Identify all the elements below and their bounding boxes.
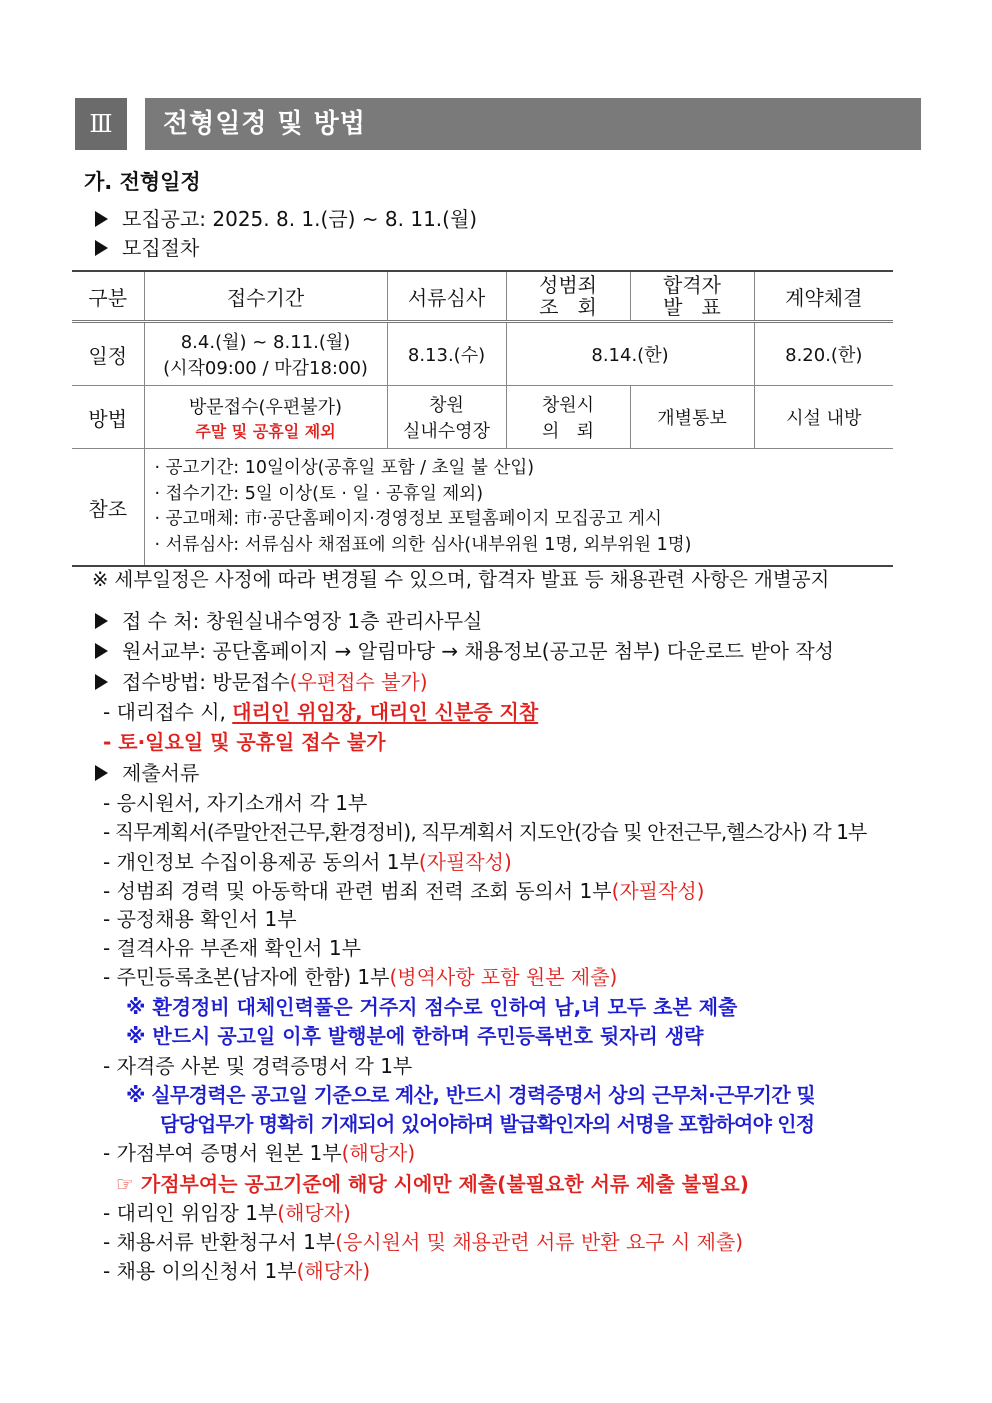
procedure-label: 모집절차 — [122, 236, 200, 260]
reference-note: · 공고매체: 市·공단홈페이지·경영정보 포털홈페이지 모집공고 게시 — [154, 509, 662, 529]
triangle-bullet-icon — [95, 765, 108, 781]
header-document: 서류심사 — [387, 271, 506, 322]
method-crime — [506, 386, 630, 449]
document-note: (해당자) — [296, 1259, 371, 1283]
document-subnote: ※ 환경정비 대체인력풀은 거주지 점수로 인하여 남,녀 모두 초본 제출 — [126, 995, 738, 1019]
documents-line — [95, 759, 199, 787]
document-item: - 직무계획서(주말안전근무,환경정비), 직무계획서 지도안(강습 및 안전근무,헬스강사) 각 1부 — [103, 820, 867, 844]
method-document — [387, 386, 506, 449]
section-title: 전형일정 및 방법 — [145, 98, 921, 150]
header-pass-line1: 합격자 — [663, 273, 721, 297]
reference-note: · 서류심사: 서류심사 채점표에 의한 심사(내부위원 1명, 외부위원 1명) — [154, 534, 692, 555]
document-note: (자필작성) — [418, 850, 512, 874]
table-row-method — [72, 386, 893, 449]
method-receipt — [144, 386, 387, 449]
document-text: - 성범죄 경력 및 아동학대 관련 범죄 전력 조회 동의서 1부 — [103, 879, 612, 903]
document-note: (해당자) — [341, 1141, 416, 1165]
document-text: - 주민등록초본(남자에 한함) 1부 — [103, 965, 390, 989]
recruit-notice: 모집공고: 2025. 8. 1.(금) ~ 8. 11.(월) — [122, 207, 478, 231]
schedule-document: 8.13.(수) — [387, 322, 506, 386]
document-item — [103, 848, 512, 876]
proxy-requirement: 대리인 위임장, 대리인 신분증 지참 — [232, 700, 539, 724]
schedule-table — [72, 270, 893, 567]
method-receipt-line1: 방문접수(우편불가) — [188, 396, 343, 418]
method-pass: 개별통보 — [630, 386, 754, 449]
section-number: Ⅲ — [75, 98, 127, 150]
receipt-place: 접 수 처: 창원실내수영장 1층 관리사무실 — [122, 609, 483, 633]
form-distribution: 원서교부: 공단홈페이지 → 알림마당 → 채용정보(공고문 첨부) 다운로드 받아 작성 — [122, 639, 834, 663]
header-crime-line1: 성범죄 — [539, 273, 597, 297]
document-item — [103, 1228, 743, 1256]
method-line — [95, 668, 428, 696]
reference-note: · 공고기간: 10일이상(공휴일 포함 / 초일 불 산입) — [154, 458, 535, 478]
triangle-bullet-icon — [95, 674, 108, 690]
header-crime-line2: 조 회 — [539, 295, 597, 319]
row-label-reference: 참조 — [72, 449, 144, 567]
reference-note: · 접수기간: 5일 이상(토 · 일 · 공휴일 제외) — [154, 483, 484, 504]
document-note: (자필작성) — [611, 879, 705, 903]
method-crime-line1: 창원시 — [541, 395, 595, 416]
document-note: (병역사항 포함 원본 제출) — [389, 965, 618, 989]
method-crime-line2: 의 뢰 — [542, 421, 594, 442]
schedule-crime-pass: 8.14.(한) — [506, 322, 754, 386]
section-header — [75, 98, 921, 150]
document-item — [103, 1139, 415, 1167]
method-contract: 시설 내방 — [754, 386, 893, 449]
row-label-method: 방법 — [72, 386, 144, 449]
documents-label: 제출서류 — [122, 761, 200, 785]
recruit-notice-line — [95, 205, 477, 233]
document-subnote: 담당업무가 명확히 기재되어 있어야하며 발급확인자의 서명을 포함하여야 인정 — [160, 1112, 815, 1136]
schedule-receipt-line2: (시작09:00 / 마감18:00) — [163, 358, 368, 379]
sub-heading: 가. 전형일정 — [84, 170, 201, 194]
place-line — [95, 607, 482, 635]
header-contract: 계약체결 — [754, 271, 893, 322]
document-item: - 응시원서, 자기소개서 각 1부 — [103, 791, 368, 815]
document-subnote: ☞ 가점부여는 공고기준에 해당 시에만 제출(불필요한 서류 제출 불필요) — [116, 1172, 749, 1196]
receipt-method: 접수방법: 방문접수 — [122, 670, 290, 694]
method-receipt-line2: 주말 및 공휴일 제외 — [195, 421, 336, 441]
weekend-notice: - 토·일요일 및 공휴일 접수 불가 — [103, 730, 386, 754]
receipt-method-note: (우편접수 불가) — [289, 670, 428, 694]
table-row-schedule — [72, 322, 893, 386]
document-note: (해당자) — [277, 1201, 351, 1225]
document-item — [103, 877, 704, 905]
proxy-prefix: - 대리접수 시, — [103, 700, 233, 724]
header-pass-line2: 발 표 — [663, 295, 721, 319]
triangle-bullet-icon — [95, 240, 108, 256]
reference-notes — [144, 449, 893, 567]
header-pass-announce — [630, 271, 754, 322]
document-item — [103, 963, 617, 991]
triangle-bullet-icon — [95, 211, 108, 227]
form-line — [95, 637, 834, 665]
table-row-reference — [72, 449, 893, 567]
schedule-receipt — [144, 322, 387, 386]
header-crime-check — [506, 271, 630, 322]
method-document-line1: 창원 — [429, 395, 464, 416]
document-text: - 개인정보 수집이용제공 동의서 1부 — [103, 850, 419, 874]
header-category: 구분 — [72, 271, 144, 322]
document-item — [103, 1199, 351, 1227]
document-subnote: ※ 실무경력은 공고일 기준으로 계산, 반드시 경력증명서 상의 근무처·근무기간 및 — [126, 1083, 816, 1107]
document-text: - 채용서류 반환청구서 1부 — [103, 1230, 336, 1254]
document-text: - 채용 이의신청서 1부 — [103, 1259, 297, 1283]
document-text: - 대리인 위임장 1부 — [103, 1201, 278, 1225]
table-header-row — [72, 271, 893, 322]
document-note: (응시원서 및 채용관련 서류 반환 요구 시 제출) — [335, 1230, 744, 1254]
schedule-note: ※ 세부일정은 사정에 따라 변경될 수 있으며, 합격자 발표 등 채용관련 사항은 개별공지 — [92, 568, 830, 591]
document-item: - 공정채용 확인서 1부 — [103, 907, 297, 931]
procedure-line — [95, 234, 199, 262]
document-text: - 가점부여 증명서 원본 1부 — [103, 1141, 342, 1165]
schedule-contract: 8.20.(한) — [754, 322, 893, 386]
document-subnote: ※ 반드시 공고일 이후 발행분에 한하며 주민등록번호 뒷자리 생략 — [126, 1024, 704, 1048]
triangle-bullet-icon — [95, 613, 108, 629]
proxy-line — [103, 698, 538, 726]
schedule-receipt-line1: 8.4.(월) ~ 8.11.(월) — [180, 332, 351, 353]
document-item: - 결격사유 부존재 확인서 1부 — [103, 936, 361, 960]
method-document-line2: 실내수영장 — [403, 421, 490, 442]
document-item: - 자격증 사본 및 경력증명서 각 1부 — [103, 1054, 413, 1078]
row-label-schedule: 일정 — [72, 322, 144, 386]
document-item — [103, 1257, 370, 1285]
header-receipt: 접수기간 — [144, 271, 387, 322]
triangle-bullet-icon — [95, 643, 108, 659]
